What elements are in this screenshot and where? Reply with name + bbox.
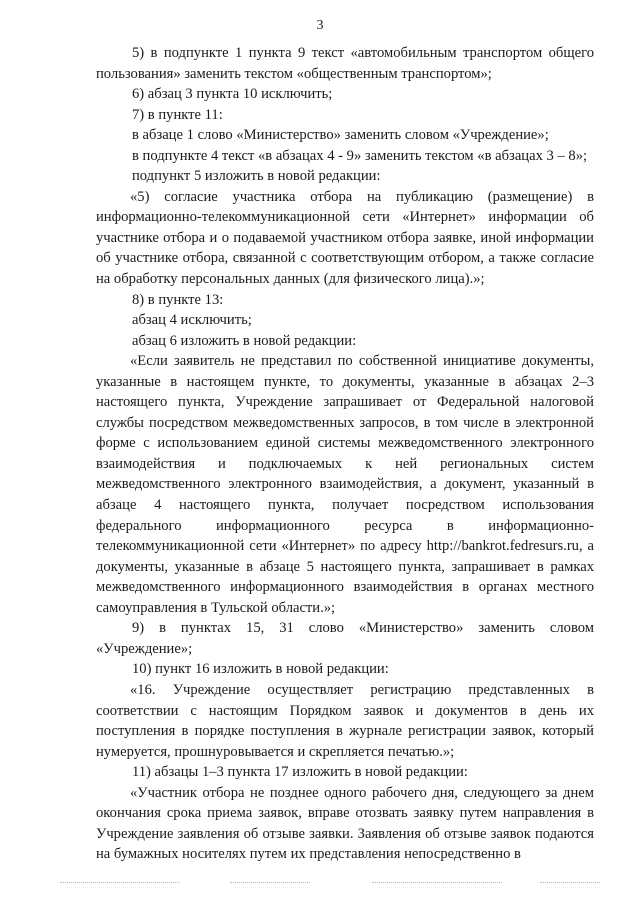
- amendment-paragraph: 7) в пункте 11:: [132, 106, 223, 123]
- amendment-paragraph: в подпункте 4 текст «в абзацах 4 - 9» заменить текстом «в абзацах 3 – 8»;: [132, 147, 588, 164]
- amendment-paragraph: подпункт 5 изложить в новой редакции:: [132, 168, 381, 185]
- scan-artifact-line: [230, 882, 310, 884]
- quoted-text-paragraph: «5) согласие участника отбора на публикацию (размещение) в информационно-телекоммуникационной сети «Интернет» информации об участнике отбора и о подаваемой участником отбора заявке, иной информации об участнике отбора, связанной с соответствующим отбором, а также согласие на обработку персональных данных (для физического лица).»;: [96, 188, 594, 288]
- amendment-paragraph: абзац 4 исключить;: [132, 312, 252, 329]
- document-body: [96, 43, 594, 865]
- scan-artifact-line: [372, 882, 502, 884]
- quoted-text-paragraph: «Участник отбора не позднее одного рабочего дня, следующего за днем окончания срока приема заявок, вправе отозвать заявку путем направления в Учреждение заявления об отзыве заявки. Заявления об отзыве заявок подаются на бумажных носителях путем их представления непосредственно в: [96, 784, 594, 863]
- amendment-paragraph: 9) в пунктах 15, 31 слово «Министерство» заменить словом «Учреждение»;: [96, 620, 594, 657]
- page-number: 3: [316, 18, 324, 33]
- quoted-text-paragraph: «Если заявитель не представил по собственной инициативе документы, указанные в настоящем пункте, то документы, указанные в абзацах 2–3 настоящего пункта, Учреждение запрашивает от Федеральной налоговой службы посредством межведомственных запросов, в том числе в электронной форме с использованием единой системы межведомственного электронного взаимодействия и подключаемых к ней региональных систем межведомственного электронного взаимодействия, а документ, указанный в абзаце 4 настоящего пункта, получает посредством использования федерального информационного ресурса в информационно-телекоммуникационной сети «Интернет» по адресу http://bankrot.fedresurs.ru, а документы, указанные в абзаце 5 настоящего пункта, запрашивает в рамках межведомственного информационного взаимодействия в органах местного самоуправления в Тульской области.»;: [96, 353, 594, 616]
- amendment-paragraph: в абзаце 1 слово «Министерство» заменить словом «Учреждение»;: [132, 127, 549, 144]
- scan-artifact-line: [540, 882, 600, 884]
- amendment-paragraph: 5) в подпункте 1 пункта 9 текст «автомобильным транспортом общего пользования» заменить текстом «общественным транспортом»;: [96, 45, 594, 82]
- amendment-paragraph: абзац 6 изложить в новой редакции:: [132, 332, 357, 349]
- amendment-paragraph: 8) в пункте 13:: [132, 291, 224, 308]
- amendment-paragraph: 10) пункт 16 изложить в новой редакции:: [132, 661, 389, 678]
- amendment-paragraph: 11) абзацы 1–3 пункта 17 изложить в новой редакции:: [132, 764, 468, 781]
- scan-artifact-line: [60, 882, 180, 884]
- quoted-text-paragraph: «16. Учреждение осуществляет регистрацию представленных в соответствии с настоящим Порядком заявок и документов в день их поступления в порядке поступления в журнале регистрации заявок, который нумеруется, прошнуровывается и скрепляется печатью.»;: [96, 681, 594, 760]
- amendment-paragraph: 6) абзац 3 пункта 10 исключить;: [132, 86, 333, 103]
